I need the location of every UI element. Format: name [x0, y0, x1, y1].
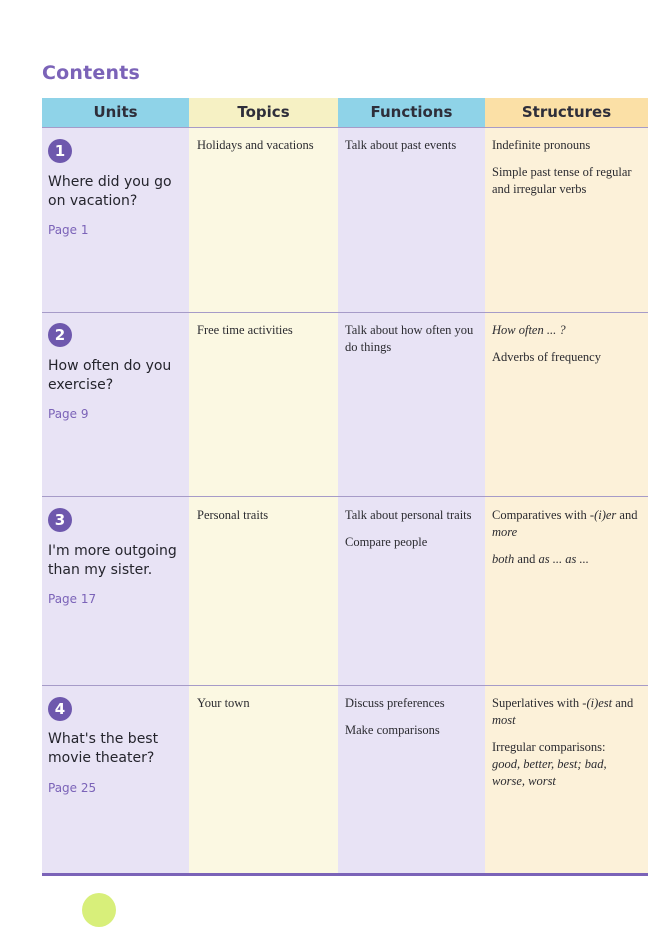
- structure-fragment: more: [492, 525, 518, 539]
- structure-cell: [492, 507, 642, 568]
- unit-title-line: I'm more outgoing: [48, 543, 177, 559]
- structure-fragment: (i)er: [594, 508, 617, 522]
- unit-title-line: What's the best: [48, 731, 159, 747]
- structure-fragment: Superlatives with -: [492, 696, 587, 710]
- function-text: Discuss preferences: [345, 696, 445, 710]
- unit-title-line: than my sister.: [48, 562, 153, 578]
- header-divider: [42, 127, 648, 128]
- unit-page-link[interactable]: Page 9: [48, 407, 89, 421]
- structure-fragment: Comparatives with -: [492, 508, 595, 522]
- page-title: Contents: [42, 62, 141, 84]
- functions-column: [338, 127, 485, 875]
- structure-text: Simple past tense of regular and irregular verbs: [492, 165, 632, 196]
- structure-text: Irregular comparisons:: [492, 740, 606, 754]
- header-structures: Structures: [485, 98, 648, 127]
- unit-title-line: exercise?: [48, 377, 114, 393]
- function-text: Make comparisons: [345, 723, 440, 737]
- function-text: Talk about personal traits: [345, 508, 472, 522]
- structure-cell: [492, 322, 642, 366]
- table-bottom-border: [42, 873, 648, 876]
- topic-text: Free time activities: [197, 323, 293, 337]
- structure-text: good, better, best; bad, worse, worst: [492, 757, 607, 788]
- unit-title[interactable]: [48, 357, 186, 395]
- structure-text: [492, 695, 642, 729]
- unit-number-badge: 3: [48, 508, 72, 532]
- structure-fragment: (i)est: [586, 696, 613, 710]
- topic-text: Your town: [197, 696, 250, 710]
- unit-number-badge: 1: [48, 139, 72, 163]
- unit-title[interactable]: [48, 730, 186, 768]
- structure-fragment: and: [616, 508, 638, 522]
- unit-number-badge: 2: [48, 323, 72, 347]
- unit-page-link[interactable]: Page 1: [48, 223, 89, 237]
- function-cell: [345, 695, 483, 739]
- unit-title[interactable]: [48, 542, 186, 580]
- structure-text: Adverbs of frequency: [492, 350, 601, 364]
- structure-fragment: as ... as ...: [538, 552, 589, 566]
- function-cell: [345, 507, 483, 551]
- structure-text: Indefinite pronouns: [492, 138, 591, 152]
- function-text: Talk about how often you do things: [345, 323, 474, 354]
- structure-fragment: and: [514, 552, 539, 566]
- topics-column: [189, 127, 338, 875]
- unit-title-line: movie theater?: [48, 750, 155, 766]
- structure-fragment: most: [492, 713, 516, 727]
- unit-number-badge: 4: [48, 697, 72, 721]
- function-text: Compare people: [345, 535, 428, 549]
- structure-text: How often ... ?: [492, 323, 566, 337]
- row-divider: [42, 685, 648, 686]
- structure-fragment: and: [612, 696, 634, 710]
- topic-text: Personal traits: [197, 508, 269, 522]
- row-divider: [42, 496, 648, 497]
- structure-text: [492, 507, 642, 541]
- structure-text: [492, 551, 642, 568]
- structure-fragment: both: [492, 552, 515, 566]
- function-text: Talk about past events: [345, 138, 457, 152]
- row-divider: [42, 312, 648, 313]
- unit-title-line: Where did you go: [48, 174, 172, 190]
- unit-title-line: How often do you: [48, 358, 172, 374]
- header-units: Units: [42, 98, 189, 127]
- unit-title-line: on vacation?: [48, 193, 138, 209]
- unit-page-link[interactable]: Page 25: [48, 781, 97, 795]
- structure-cell: [492, 695, 642, 790]
- header-topics: Topics: [189, 98, 338, 127]
- decorative-circle: [82, 893, 116, 927]
- unit-title[interactable]: [48, 173, 186, 211]
- header-functions: Functions: [338, 98, 485, 127]
- topic-text: Holidays and vacations: [197, 138, 314, 152]
- structure-cell: [492, 137, 642, 198]
- unit-page-link[interactable]: Page 17: [48, 592, 97, 606]
